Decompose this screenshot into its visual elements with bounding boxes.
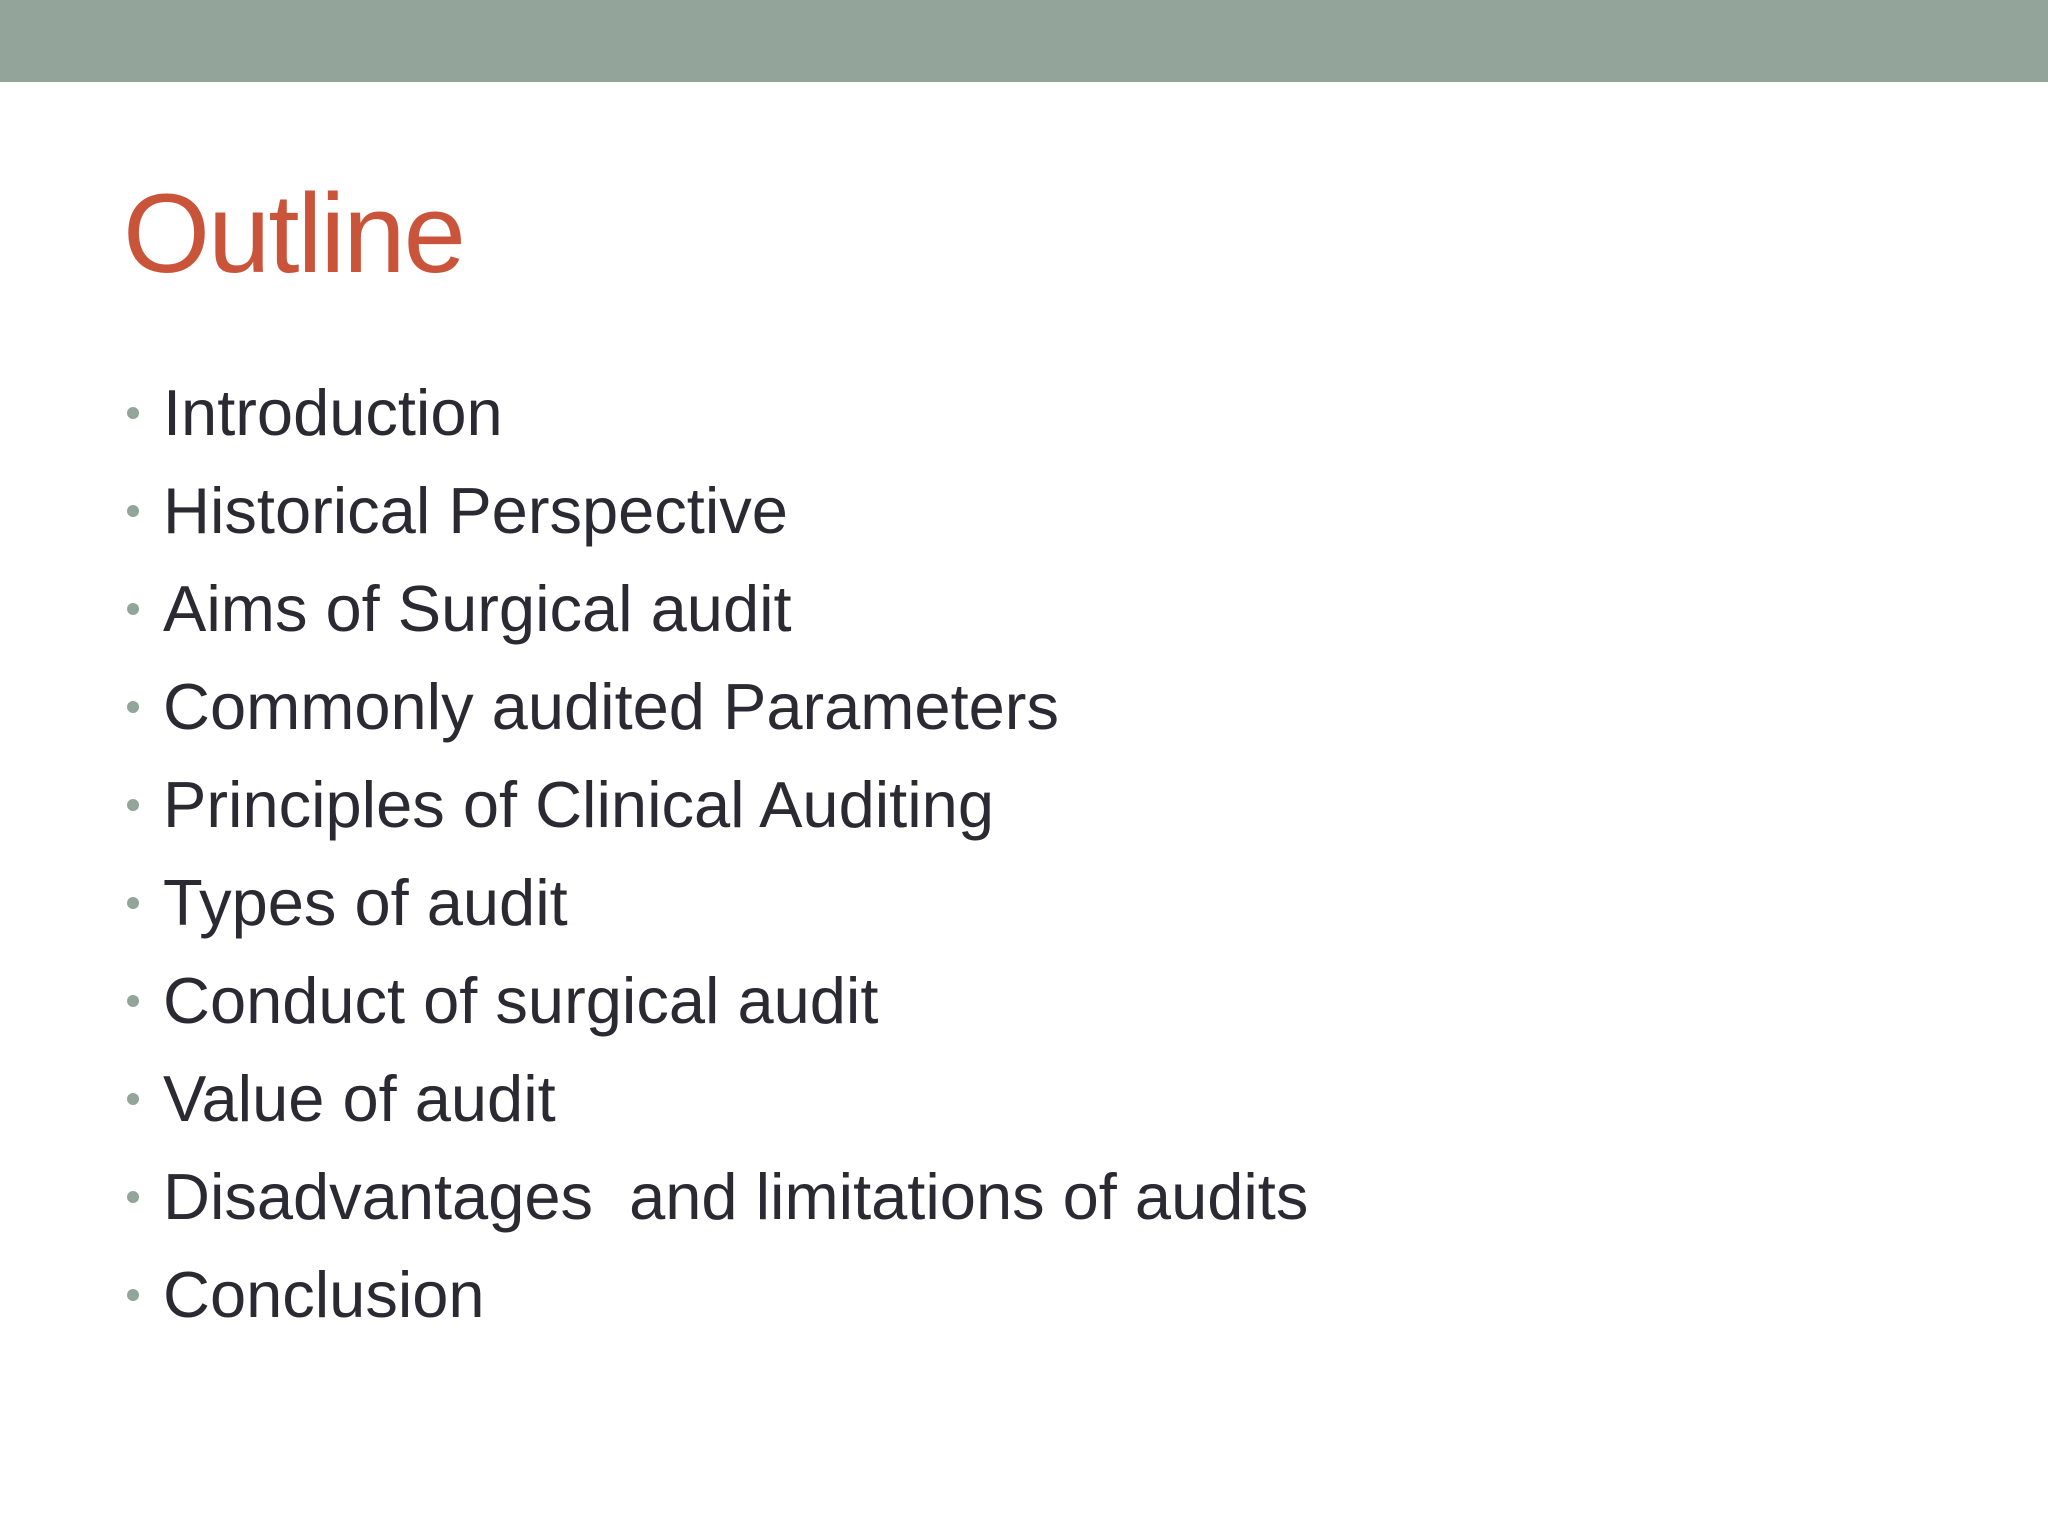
bullet-dot-icon bbox=[127, 701, 139, 713]
bullet-text: Principles of Clinical Auditing bbox=[163, 768, 994, 841]
bullet-dot-icon bbox=[127, 799, 139, 811]
bullet-text: Introduction bbox=[163, 376, 503, 449]
header-bar bbox=[0, 0, 2048, 82]
list-item bbox=[124, 1148, 1308, 1246]
list-item bbox=[124, 462, 1308, 560]
bullet-text: Conclusion bbox=[163, 1258, 485, 1331]
bullet-text: Aims of Surgical audit bbox=[163, 572, 792, 645]
bullet-dot-icon bbox=[127, 505, 139, 517]
bullet-text: Types of audit bbox=[163, 866, 568, 939]
list-item bbox=[124, 952, 1308, 1050]
bullet-list bbox=[124, 364, 1308, 1344]
bullet-dot-icon bbox=[127, 995, 139, 1007]
list-item bbox=[124, 560, 1308, 658]
bullet-dot-icon bbox=[127, 603, 139, 615]
bullet-text: Conduct of surgical audit bbox=[163, 964, 879, 1037]
bullet-dot-icon bbox=[127, 407, 139, 419]
slide-title: Outline bbox=[123, 171, 464, 296]
bullet-text: Value of audit bbox=[163, 1062, 556, 1135]
list-item bbox=[124, 1050, 1308, 1148]
bullet-dot-icon bbox=[127, 1289, 139, 1301]
list-item bbox=[124, 854, 1308, 952]
bullet-text: Disadvantages and limitations of audits bbox=[163, 1160, 1309, 1233]
bullet-dot-icon bbox=[127, 897, 139, 909]
list-item bbox=[124, 658, 1308, 756]
bullet-text: Commonly audited Parameters bbox=[163, 670, 1059, 743]
bullet-dot-icon bbox=[127, 1191, 139, 1203]
bullet-text: Historical Perspective bbox=[163, 474, 788, 547]
list-item bbox=[124, 756, 1308, 854]
list-item bbox=[124, 364, 1308, 462]
bullet-dot-icon bbox=[127, 1093, 139, 1105]
list-item bbox=[124, 1246, 1308, 1344]
